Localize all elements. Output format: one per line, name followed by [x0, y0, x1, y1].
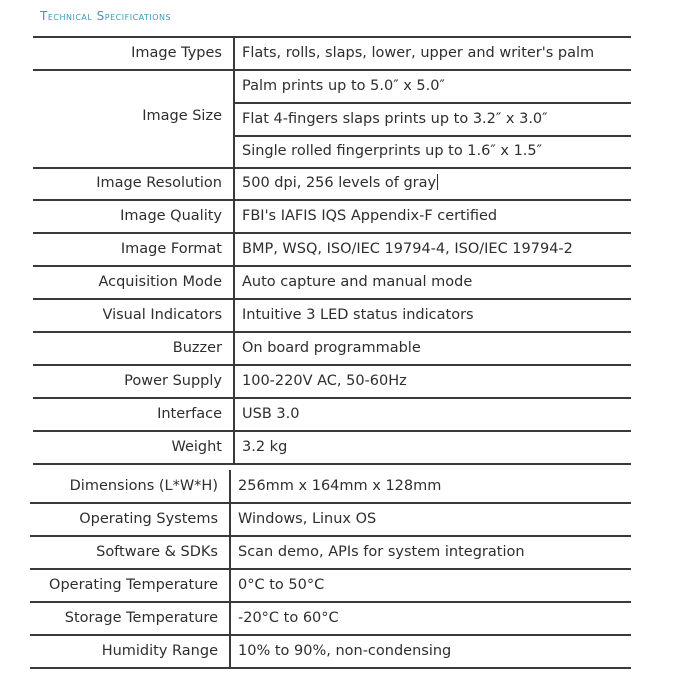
- spec-value: Scan demo, APIs for system integration: [238, 544, 525, 560]
- spec-label: Interface: [157, 406, 222, 422]
- table-rule: [33, 331, 631, 333]
- spec-label: Image Quality: [120, 208, 222, 224]
- table-rule: [30, 667, 631, 669]
- spec-value: 0°C to 50°C: [238, 577, 325, 593]
- spec-label: Buzzer: [172, 340, 222, 356]
- table-rule: [33, 232, 631, 234]
- spec-value: FBI's IAFIS IQS Appendix-F certified: [242, 208, 498, 224]
- table-rule: [33, 463, 631, 465]
- spec-label: Operating Systems: [79, 511, 218, 527]
- spec-label: Dimensions (L*W*H): [69, 478, 218, 494]
- spec-label: Software & SDKs: [96, 544, 218, 560]
- spec-value: 256mm x 164mm x 128mm: [238, 478, 442, 494]
- spec-value: -20°C to 60°C: [238, 610, 339, 626]
- table-rule: [30, 601, 631, 603]
- column-divider: [229, 470, 231, 668]
- spec-value: Flat 4-fingers slaps prints up to 3.2″ x 3.0″: [242, 111, 548, 127]
- spec-value: Windows, Linux OS: [238, 511, 377, 527]
- spec-value: Single rolled fingerprints up to 1.6″ x 1.5″: [242, 143, 543, 159]
- spec-label: Power Supply: [124, 373, 222, 389]
- spec-value-row: [242, 173, 438, 193]
- table-rule: [33, 298, 631, 300]
- table-rule: [33, 397, 631, 399]
- section-heading: Technical Specifications: [40, 9, 172, 23]
- spec-label: Image Size: [142, 108, 222, 124]
- spec-label: Image Format: [120, 241, 222, 257]
- spec-value: 3.2 kg: [242, 439, 288, 455]
- spec-value: On board programmable: [242, 340, 421, 356]
- spec-value: Palm prints up to 5.0″ x 5.0″: [242, 78, 445, 94]
- table-rule: [234, 135, 631, 137]
- spec-value: 500 dpi, 256 levels of gray: [242, 175, 437, 191]
- table-rule: [33, 199, 631, 201]
- table-rule: [33, 265, 631, 267]
- spec-value: BMP, WSQ, ISO/IEC 19794-4, ISO/IEC 19794-2: [242, 241, 573, 257]
- spec-value: Flats, rolls, slaps, lower, upper and writer's palm: [242, 45, 595, 61]
- column-divider: [233, 36, 235, 464]
- spec-label: Acquisition Mode: [98, 274, 222, 290]
- spec-label: Storage Temperature: [64, 610, 218, 626]
- table-rule: [234, 102, 631, 104]
- table-rule: [33, 430, 631, 432]
- spec-label: Humidity Range: [101, 643, 218, 659]
- spec-value: USB 3.0: [242, 406, 300, 422]
- spec-label: Image Types: [131, 45, 222, 61]
- table-rule: [33, 36, 631, 38]
- spec-value: 100-220V AC, 50-60Hz: [242, 373, 407, 389]
- text-cursor: [437, 174, 438, 190]
- table-rule: [33, 364, 631, 366]
- table-rule: [30, 634, 631, 636]
- spec-label: Weight: [171, 439, 222, 455]
- table-rule: [33, 167, 631, 169]
- spec-label: Operating Temperature: [49, 577, 218, 593]
- spec-value: Auto capture and manual mode: [242, 274, 473, 290]
- table-rule: [33, 69, 631, 71]
- spec-value: Intuitive 3 LED status indicators: [242, 307, 474, 323]
- spec-label: Visual Indicators: [102, 307, 222, 323]
- table-rule: [30, 502, 631, 504]
- spec-label: Image Resolution: [96, 175, 222, 191]
- table-rule: [30, 535, 631, 537]
- spec-value: 10% to 90%, non-condensing: [238, 643, 452, 659]
- table-rule: [30, 568, 631, 570]
